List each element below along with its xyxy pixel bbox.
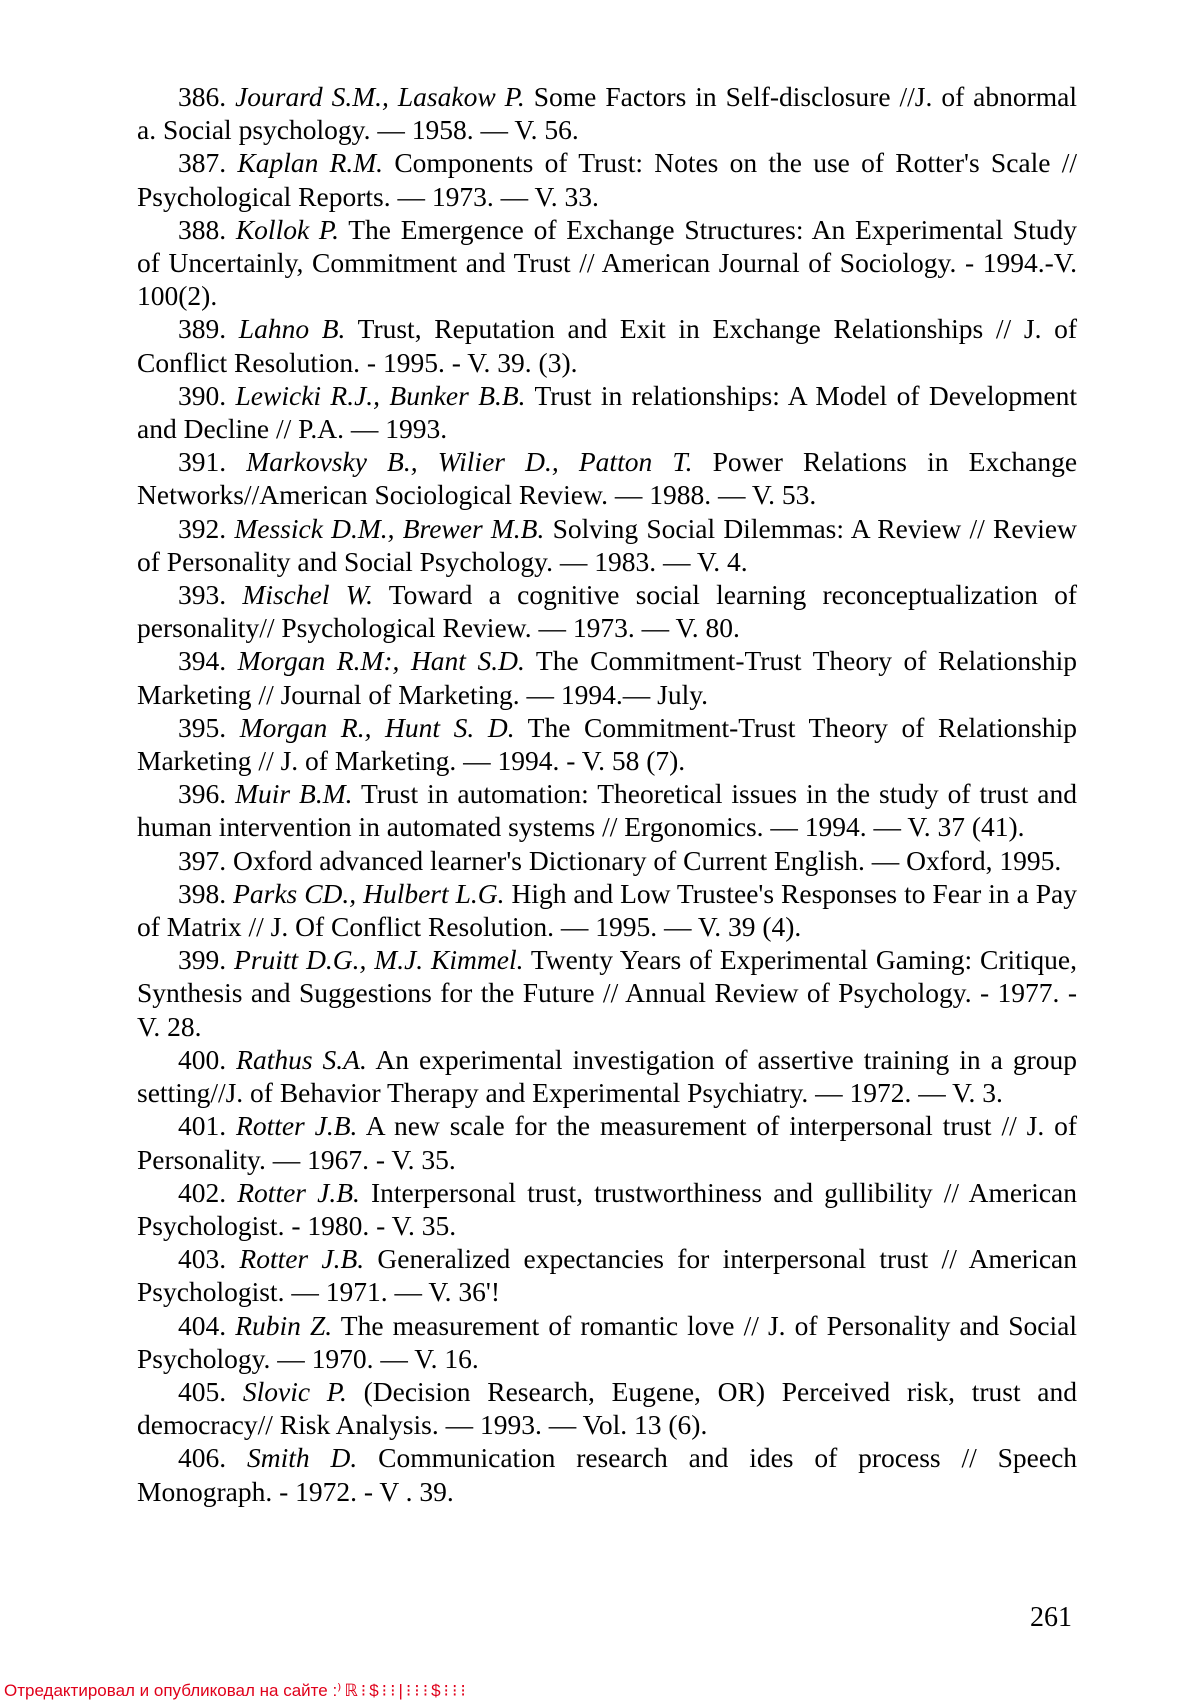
- reference-entry: [137, 146, 1077, 212]
- reference-entry: [137, 877, 1077, 943]
- reference-text: Interpersonal trust, trustworthiness and gullibility // American Psychologist. - 1980. - V. 35.: [137, 1176, 1077, 1241]
- reference-entry: [137, 1043, 1077, 1109]
- reference-authors: Rathus S.A.: [236, 1043, 367, 1075]
- reference-text: The Commitment-Trust Theory of Relationship Marketing // Journal of Marketing. — 1994.— July.: [137, 645, 1078, 710]
- reference-text: The Commitment-Trust Theory of Relationship Marketing // J. of Marketing. — 1994. - V. 58 (7).: [137, 711, 1077, 777]
- reference-text: Trust in relationships: A Model of Development and Decline // P.A. — 1993.: [137, 379, 1078, 445]
- reference-number: 398.: [178, 877, 227, 909]
- reference-text: The measurement of romantic love // J. of Personality and Social Psychology. — 1970. — V. 16.: [137, 1309, 1078, 1374]
- reference-entry: [137, 312, 1077, 378]
- reference-entry: [137, 379, 1077, 445]
- reference-entry: [137, 711, 1077, 777]
- reference-text: An experimental investigation of assertive training in a group setting//J. of Behavior Therapy and Experimental Psychiatry. — 1972. — V. 3.: [137, 1043, 1078, 1109]
- reference-number: 389.: [178, 313, 227, 345]
- reference-authors: Rotter J.B.: [236, 1110, 358, 1142]
- reference-number: 387.: [178, 147, 227, 179]
- reference-authors: Rubin Z.: [235, 1309, 333, 1341]
- reference-number: 401.: [178, 1110, 227, 1142]
- page-number: 261: [1030, 1602, 1072, 1633]
- reference-authors: Kollok P.: [235, 213, 340, 245]
- reference-number: 400.: [178, 1043, 227, 1075]
- reference-text: Solving Social Dilemmas: A Review // Review of Personality and Social Psychology. — 1983. — V. 4.: [137, 512, 1077, 577]
- reference-number: 392.: [178, 512, 227, 544]
- reference-entry: [137, 578, 1077, 644]
- reference-authors: Morgan R.M:, Hant S.D.: [237, 645, 525, 677]
- publisher-footer-note: [4, 1682, 469, 1700]
- reference-authors: Lahno B.: [238, 313, 346, 345]
- reference-text: Trust in automation: Theoretical issues in the study of trust and human intervention in automated systems // Ergonomics. — 1994. — V. 37 (41).: [137, 778, 1078, 843]
- reference-entry: [137, 1242, 1077, 1308]
- reference-text: Twenty Years of Experimental Gaming: Critique, Synthesis and Suggestions for the Future // Annual Review of Psychology. - 1977. - V. 28.: [137, 944, 1077, 1042]
- reference-entry: [137, 512, 1077, 578]
- reference-number: 404.: [178, 1309, 227, 1341]
- reference-number: 386.: [178, 81, 227, 112]
- reference-number: 388.: [178, 213, 227, 245]
- reference-authors: Muir B.M.: [235, 778, 353, 810]
- reference-text: Generalized expectancies for interpersonal trust // American Psychologist. — 1971. — V. 36'!: [137, 1243, 1077, 1308]
- reference-number: 395.: [178, 711, 227, 743]
- reference-number: 405.: [178, 1375, 227, 1407]
- reference-number: 394.: [178, 645, 227, 677]
- reference-text: (Decision Research, Eugene, OR) Perceived risk, trust and democracy// Risk Analysis. — 1993. — Vol. 13 (6).: [137, 1375, 1078, 1441]
- reference-text: Components of Trust: Notes on the use of Rotter's Scale // Psychological Reports. — 1973. — V. 33.: [137, 147, 1077, 212]
- reference-text: A new scale for the measurement of interpersonal trust // J. of Personality. — 1967. - V. 35.: [137, 1110, 1077, 1175]
- reference-text: Oxford advanced learner's Dictionary of Current English. — Oxford, 1995.: [233, 844, 1062, 876]
- reference-number: 396.: [178, 778, 227, 810]
- reference-entry: [137, 445, 1077, 511]
- reference-number: 393.: [178, 579, 227, 611]
- reference-authors: Rotter J.B.: [237, 1176, 360, 1208]
- reference-authors: Mischel W.: [242, 579, 373, 611]
- reference-authors: Morgan R., Hunt S. D.: [239, 711, 515, 743]
- reference-authors: Markovsky B., Wilier D., Patton T.: [246, 446, 693, 478]
- reference-text: Toward a cognitive social learning reconceptualization of personality// Psychological Review. — 1973. — V. 80.: [137, 579, 1078, 644]
- reference-entry: [137, 844, 1077, 877]
- reference-authors: Rotter J.B.: [239, 1243, 365, 1275]
- reference-entry: [137, 1441, 1077, 1507]
- reference-authors: Parks CD., Hulbert L.G.: [233, 877, 505, 909]
- reference-entry: [137, 644, 1077, 710]
- reference-authors: Pruitt D.G., M.J. Kimmel.: [234, 944, 524, 976]
- reference-entry: [137, 213, 1077, 313]
- reference-number: 402.: [178, 1176, 227, 1208]
- reference-entry: [137, 1176, 1077, 1242]
- reference-entry: [137, 943, 1077, 1043]
- reference-authors: Jourard S.M., Lasakow P.: [235, 81, 525, 112]
- reference-text: Trust, Reputation and Exit in Exchange Relationships // J. of Conflict Resolution. - 1995. - V. 39. (3).: [137, 313, 1078, 378]
- reference-authors: Kaplan R.M.: [237, 147, 384, 179]
- reference-authors: Messick D.M., Brewer M.B.: [234, 512, 545, 544]
- reference-list: [137, 80, 1077, 1508]
- reference-authors: Slovic P.: [242, 1375, 347, 1407]
- reference-number: 406.: [178, 1442, 227, 1474]
- reference-authors: Smith D.: [247, 1442, 358, 1474]
- reference-number: 397.: [178, 844, 227, 876]
- reference-entry: [137, 1109, 1077, 1175]
- reference-entry: [137, 777, 1077, 843]
- reference-entry: [137, 1309, 1077, 1375]
- reference-text: Power Relations in Exchange Networks//American Sociological Review. — 1988. — V. 53.: [137, 446, 1078, 511]
- footer-garbled-link: ⁾ℝ⁝$⁝⁝|⁝⁝⁝$⁝⁝⁝: [337, 1681, 469, 1700]
- reference-entry: [137, 80, 1077, 146]
- reference-number: 399.: [178, 944, 227, 976]
- reference-text: High and Low Trustee's Responses to Fear in a Pay of Matrix // J. Of Conflict Resolution. — 1995. — V. 39 (4).: [137, 877, 1077, 943]
- reference-text: Some Factors in Self-disclosure //J. of abnormal a. Social psychology. — 1958. — V. 56.: [137, 81, 1078, 146]
- reference-number: 403.: [178, 1243, 227, 1275]
- reference-number: 391.: [178, 446, 227, 478]
- footer-text: Отредактировал и опубликовал на сайте :: [4, 1681, 338, 1700]
- reference-text: The Emergence of Exchange Structures: An Experimental Study of Uncertainly, Commitment and Trust // American Journal of Sociology. - 1994.-V. 100(2).: [137, 213, 1077, 312]
- reference-number: 390.: [178, 379, 227, 411]
- reference-text: Communication research and ides of process // Speech Monograph. - 1972. - V . 39.: [137, 1442, 1078, 1507]
- reference-entry: [137, 1375, 1077, 1441]
- reference-authors: Lewicki R.J., Bunker B.B.: [235, 379, 526, 411]
